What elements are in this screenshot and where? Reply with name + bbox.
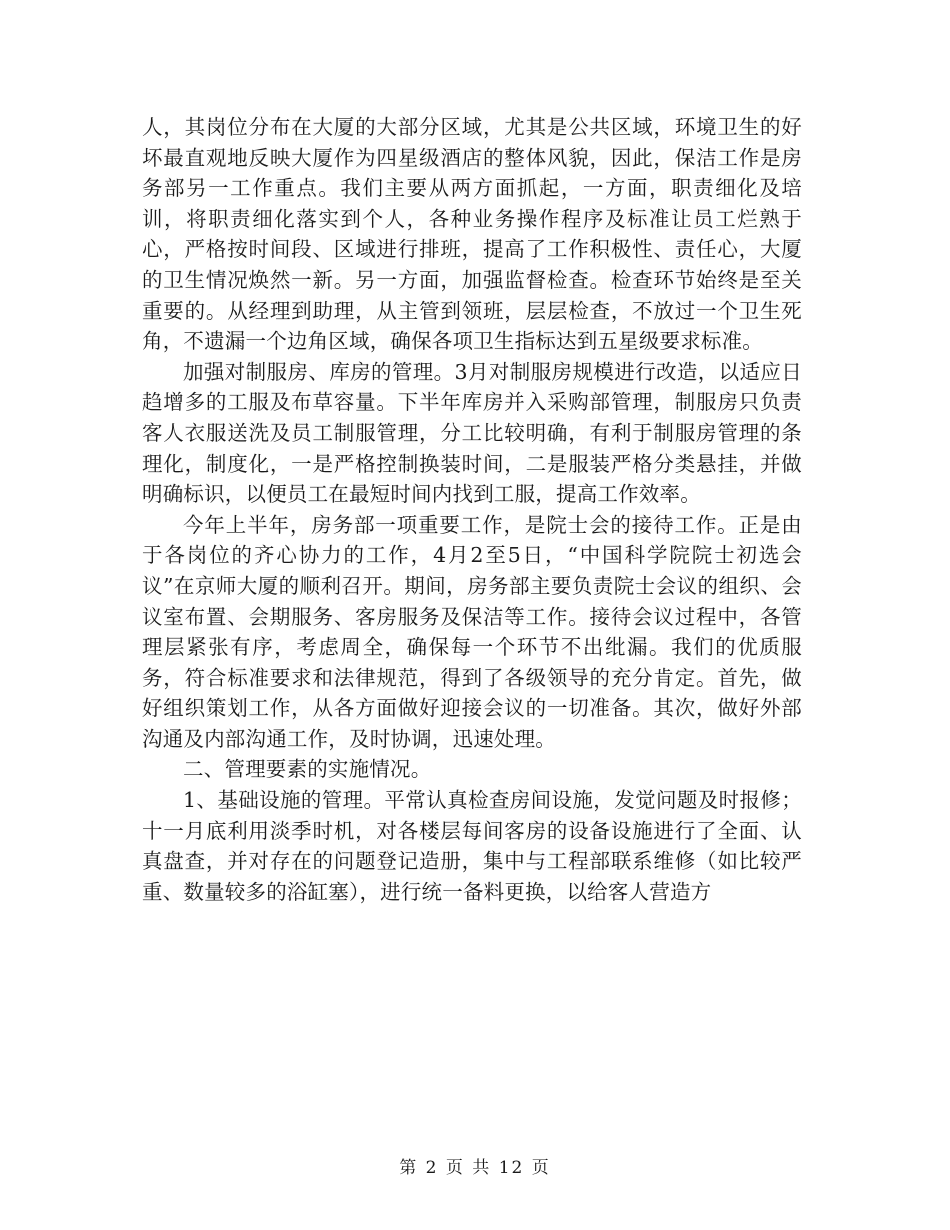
paragraph-uniform-room: 加强对制服房、库房的管理。3月对制服房规模进行改造，以适应日趋增多的工服及布草容量。下半年库房并入采购部管理，制服房只负责客人衣服送洗及员工制服管理，分工比较明确，有利于制服房管理的条理化，制度化，一是严格控制换装时间，二是服装严格分类悬挂，并做明确标识，以便员工在最短时间内找到工服，提高工作效率。 (142, 359, 802, 507)
paragraph-academician-meeting: 今年上半年，房务部一项重要工作，是院士会的接待工作。正是由于各岗位的齐心协力的工作，4月2至5日，“中国科学院院士初选会议”在京师大厦的顺利召开。期间，房务部主要负责院士会议的组织、会议室布置、会期服务、客房服务及保洁等工作。接待会议过程中，各管理层紧张有序，考虑周全，确保每一个环节不出纰漏。我们的优质服务，符合标准要求和法律规范，得到了各级领导的充分肯定。首先，做好组织策划工作，从各方面做好迎接会议的一切准备。其次，做好外部沟通及内部沟通工作，及时协调，迅速处理。 (142, 512, 802, 751)
paragraph-infrastructure: 1、基础设施的管理。平常认真检查房间设施，发觉问题及时报修；十一月底利用淡季时机，对各楼层每间客房的设备设施进行了全面、认真盘查，并对存在的问题登记造册，集中与工程部联系维修（如比较严重、数量较多的浴缸塞），进行统一备料更换，以给客人营造方 (142, 788, 802, 904)
section-heading-management-elements: 二、管理要素的实施情况。 (183, 757, 432, 782)
document-body (142, 112, 802, 907)
paragraph-cleaning: 人，其岗位分布在大厦的大部分区域，尤其是公共区域，环境卫生的好坏最直观地反映大厦作为四星级酒店的整体风貌，因此，保洁工作是房务部另一工作重点。我们主要从两方面抓起，一方面，职责细化及培训，将职责细化落实到个人，各种业务操作程序及标准让员工烂熟于心，严格按时间段、区域进行排班，提高了工作积极性、责任心，大厦的卫生情况焕然一新。另一方面，加强监督检查。检查环节始终是至关重要的。从经理到助理，从主管到领班，层层检查，不放过一个卫生死角，不遗漏一个边角区域，确保各项卫生指标达到五星级要求标准。 (142, 115, 802, 354)
page-number-footer: 第 2 页 共 12 页 (399, 1158, 551, 1178)
